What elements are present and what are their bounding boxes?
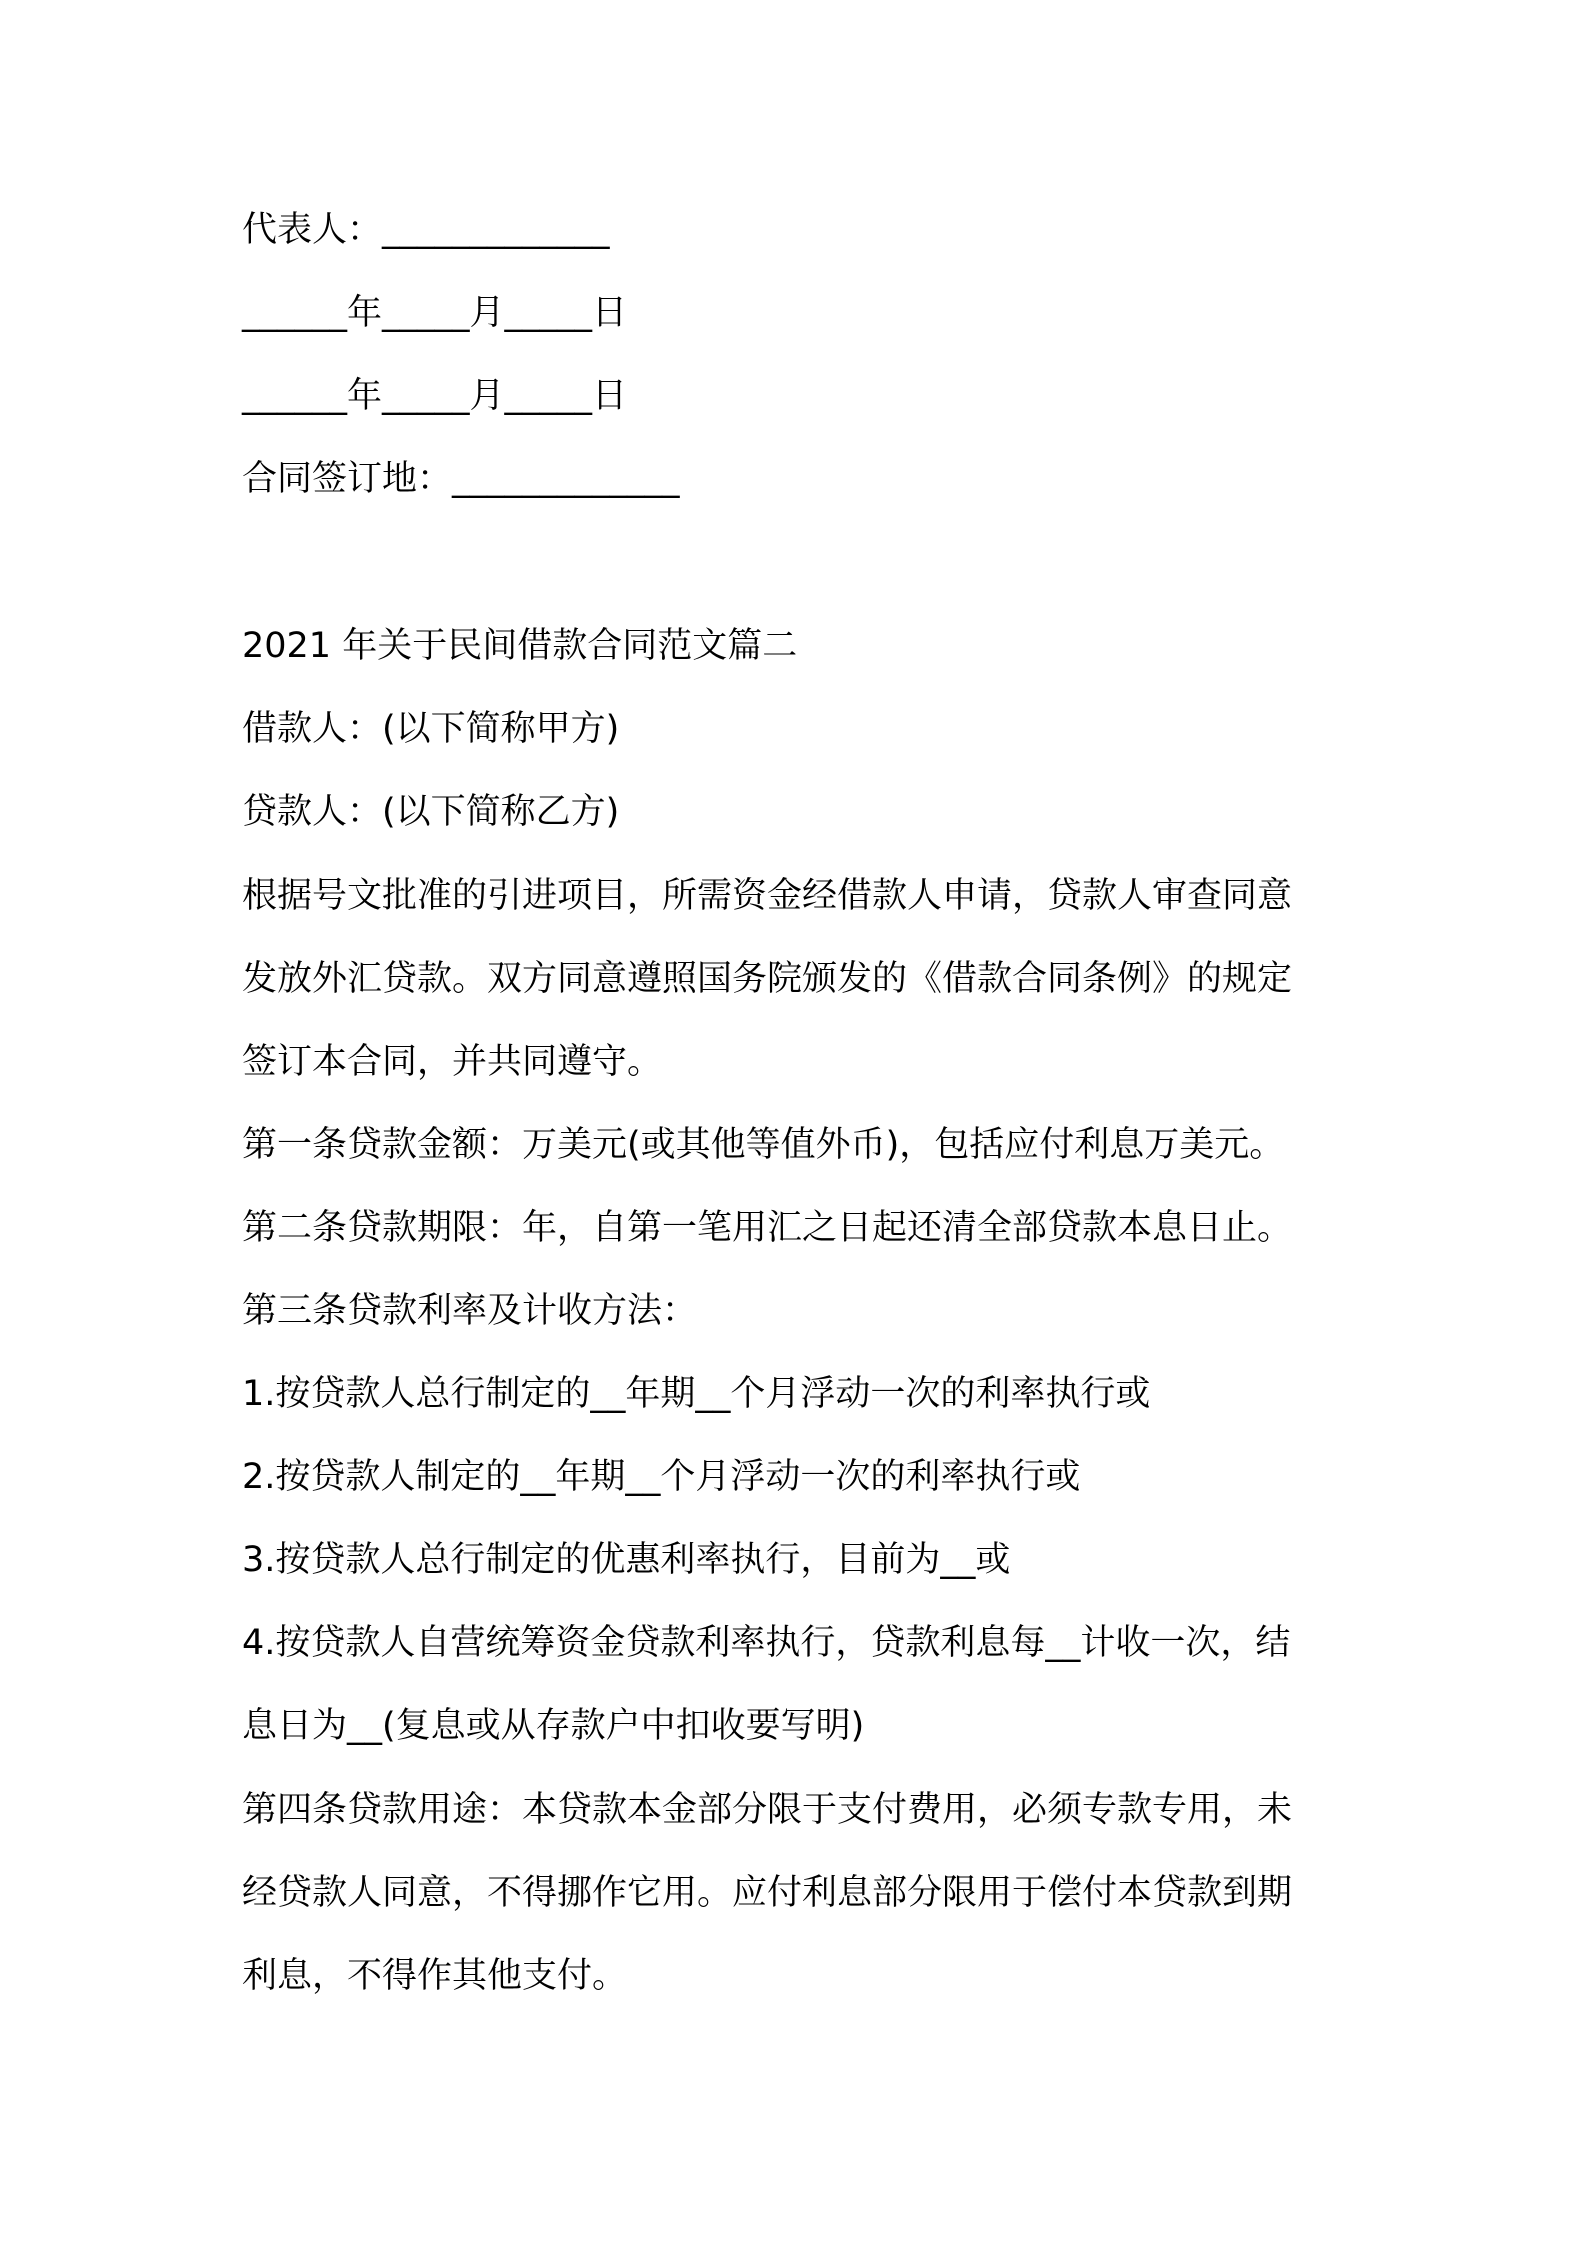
- borrower-line: 借款人：(以下简称甲方): [242, 709, 620, 749]
- clause-line: 利息，不得作其他支付。: [242, 1956, 628, 1996]
- list-item: 2.按贷款人制定的__年期__个月浮动一次的利率执行或: [242, 1457, 1081, 1497]
- date-line: ______年_____月_____日: [242, 376, 628, 416]
- date-line: ______年_____月_____日: [242, 293, 628, 333]
- section-title: 2021 年关于民间借款合同范文篇二: [242, 626, 798, 666]
- paragraph-line: 根据号文批准的引进项目，所需资金经借款人申请，贷款人审查同意: [242, 876, 1293, 916]
- list-item: 4.按贷款人自营统筹资金贷款利率执行，贷款利息每__计收一次，结: [242, 1623, 1291, 1663]
- list-item: 1.按贷款人总行制定的__年期__个月浮动一次的利率执行或: [242, 1374, 1151, 1414]
- clause-line: 第三条贷款利率及计收方法：: [242, 1291, 698, 1331]
- clause-line: 第一条贷款金额：万美元(或其他等值外币)，包括应付利息万美元。: [242, 1125, 1285, 1165]
- clause-line: 第二条贷款期限：年，自第一笔用汇之日起还清全部贷款本息日止。: [242, 1208, 1293, 1248]
- signing-place-line: 合同签订地：_____________: [242, 459, 680, 499]
- clause-line: 第四条贷款用途：本贷款本金部分限于支付费用，必须专款专用，未: [242, 1790, 1293, 1830]
- list-item: 3.按贷款人总行制定的优惠利率执行，目前为__或: [242, 1540, 1011, 1580]
- representative-line: 代表人：_____________: [242, 210, 610, 250]
- paragraph-line: 发放外汇贷款。双方同意遵照国务院颁发的《借款合同条例》的规定: [242, 959, 1293, 999]
- lender-line: 贷款人：(以下简称乙方): [242, 792, 620, 832]
- list-item: 息日为__(复息或从存款户中扣收要写明): [242, 1706, 865, 1746]
- clause-line: 经贷款人同意，不得挪作它用。应付利息部分限用于偿付本贷款到期: [242, 1873, 1293, 1913]
- paragraph-line: 签订本合同，并共同遵守。: [242, 1042, 663, 1082]
